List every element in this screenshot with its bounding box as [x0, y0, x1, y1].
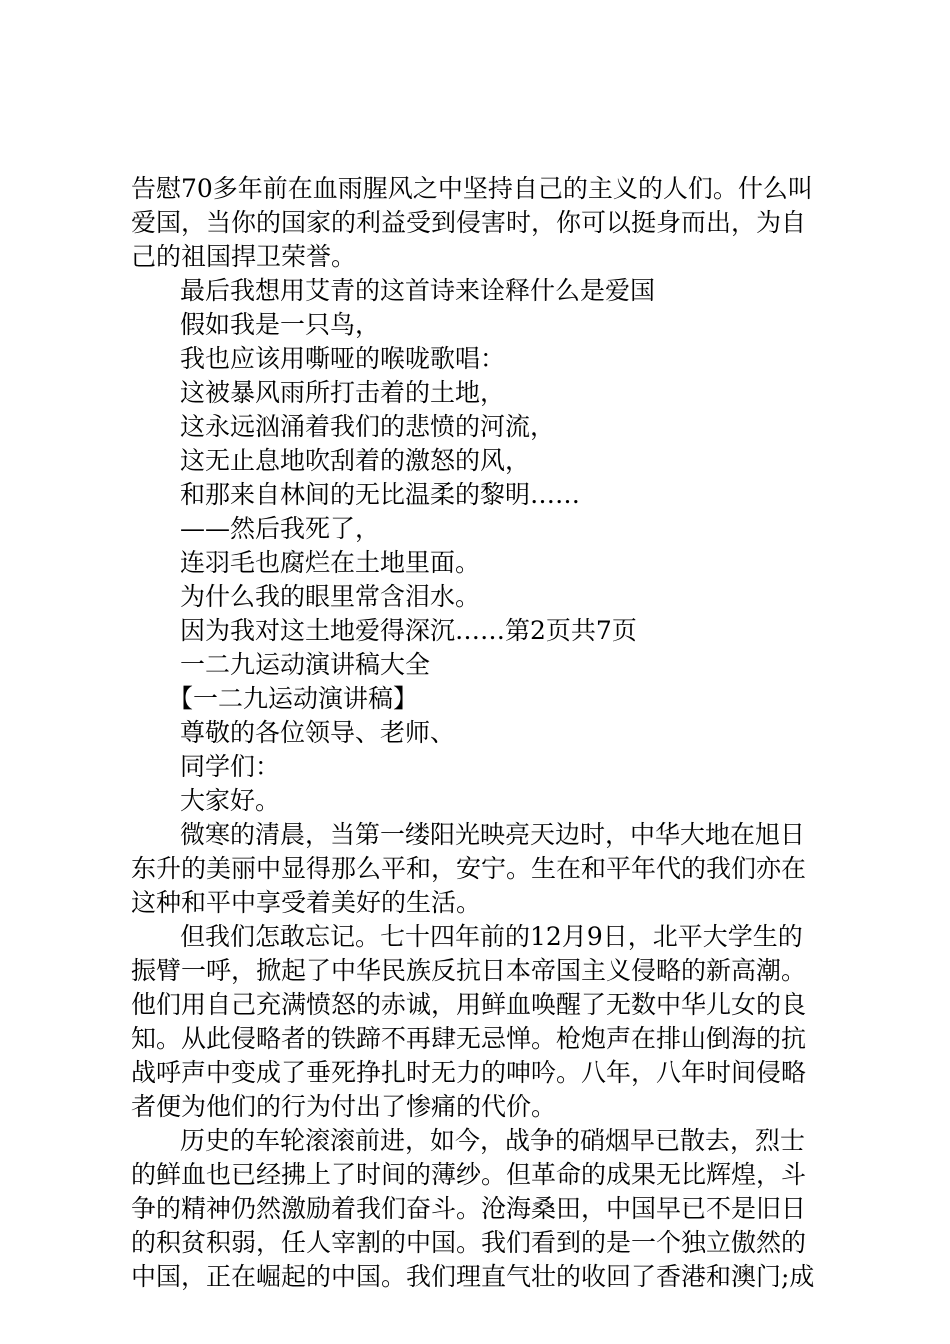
paragraph-line: 振臂一呼，掀起了中华民族反抗日本帝国主义侵略的新高潮。 — [131, 956, 807, 985]
paragraph-line: 中国，正在崛起的中国。我们理直气壮的收回了香港和澳门;成 — [131, 1262, 815, 1291]
poem-line: 和那来自林间的无比温柔的黎明…… — [180, 480, 581, 509]
paragraph-line: 的积贫积弱，任人宰割的中国。我们看到的是一个独立傲然的 — [131, 1228, 807, 1257]
paragraph-line: 他们用自己充满愤怒的赤诚，用鲜血唤醒了无数中华儿女的良 — [131, 990, 807, 1019]
poem-line: 假如我是一只鸟， — [180, 310, 381, 339]
poem-line: 这永远汹涌着我们的悲愤的河流， — [180, 412, 556, 441]
salutation-line: 尊敬的各位领导、老师、 — [180, 718, 456, 747]
paragraph-line: 但我们怎敢忘记。七十四年前的12月9日，北平大学生的 — [180, 922, 803, 951]
poem-line: 这无止息地吹刮着的激怒的风， — [180, 446, 531, 475]
greeting-line: 大家好。 — [180, 786, 281, 815]
salutation-line: 同学们： — [180, 752, 281, 781]
poem-line: 这被暴风雨所打击着的土地， — [180, 378, 506, 407]
poem-line: ——然后我死了， — [180, 514, 381, 543]
section-title: 一二九运动演讲稿大全 — [180, 650, 431, 679]
paragraph-line: 知。从此侵略者的铁蹄不再肆无忌惮。枪炮声在排山倒海的抗 — [131, 1024, 807, 1053]
poem-line: 为什么我的眼里常含泪水。 — [180, 582, 481, 611]
paragraph-line: 历史的车轮滚滚前进，如今，战争的硝烟早已散去，烈士 — [180, 1126, 806, 1155]
paragraph-line: 者便为他们的行为付出了惨痛的代价。 — [131, 1092, 557, 1121]
section-heading: 【一二九运动演讲稿】 — [168, 684, 419, 713]
paragraph-line: 东升的美丽中显得那么平和，安宁。生在和平年代的我们亦在 — [131, 854, 807, 883]
paragraph-line: 争的精神仍然激励着我们奋斗。沧海桑田，中国早已不是旧日 — [131, 1194, 807, 1223]
poem-line: 连羽毛也腐烂在土地里面。 — [180, 548, 481, 577]
paragraph-line: 战呼声中变成了垂死挣扎时无力的呻吟。八年，八年时间侵略 — [131, 1058, 807, 1087]
poem-line: 我也应该用嘶哑的喉咙歌唱： — [180, 344, 506, 373]
paragraph-line: 微寒的清晨，当第一缕阳光映亮天边时，中华大地在旭日 — [180, 820, 806, 849]
paragraph-line: 的鲜血也已经拂上了时间的薄纱。但革命的成果无比辉煌，斗 — [131, 1160, 807, 1189]
document-page — [131, 172, 831, 1294]
paragraph-line: 这种和平中享受着美好的生活。 — [131, 888, 482, 917]
text-line: 告慰70多年前在血雨腥风之中坚持自己的主义的人们。什么叫 — [131, 174, 813, 203]
poem-line-page-number: 因为我对这土地爱得深沉……第2页共7页 — [180, 616, 637, 645]
text-line: 爱国，当你的国家的利益受到侵害时，你可以挺身而出，为自 — [131, 208, 807, 237]
text-line: 己的祖国捍卫荣誉。 — [131, 242, 357, 271]
text-line: 最后我想用艾青的这首诗来诠释什么是爱国 — [180, 276, 656, 305]
